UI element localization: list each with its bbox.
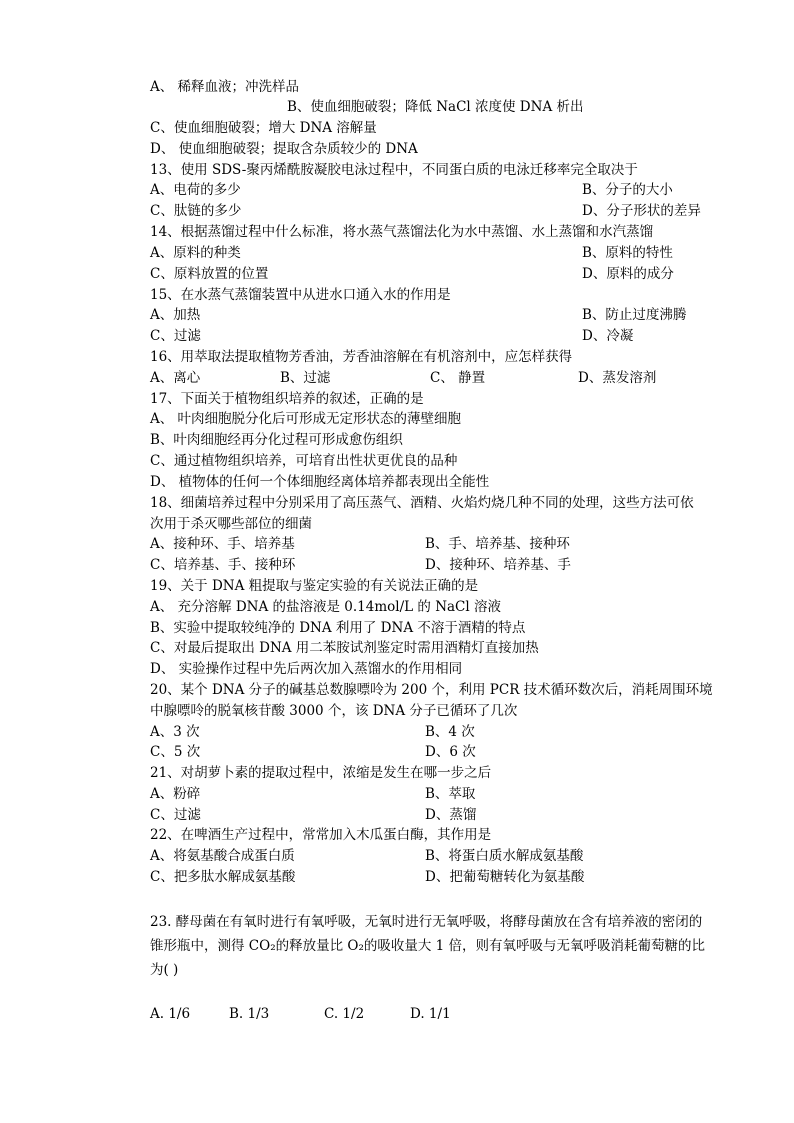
- q17-option-d: D、 植物体的任何一个体细胞经离体培养都表现出全能性: [150, 474, 490, 490]
- q22-option-c: C、把多肽水解成氨基酸: [150, 869, 296, 885]
- q13-options-row1: [150, 180, 673, 200]
- q17-option-b: B、叶肉细胞经再分化过程可形成愈伤组织: [150, 432, 403, 448]
- q18-options-row1: [150, 534, 570, 554]
- q15-options-row2: [150, 326, 634, 346]
- q22-option-b: B、将蛋白质水解成氨基酸: [425, 848, 584, 864]
- q18-option-b: B、手、培养基、接种环: [425, 536, 570, 552]
- q12-option-d: D、 使血细胞破裂；提取含杂质较少的 DNA: [150, 141, 418, 157]
- q21-options-row1: [150, 784, 476, 804]
- q14-options-row2: [150, 264, 674, 284]
- q19-option-d: D、 实验操作过程中先后两次加入蒸馏水的作用相同: [150, 661, 463, 677]
- q13-option-d: D、分子形状的差异: [582, 203, 701, 219]
- q23-option-d: D. 1/1: [410, 1006, 451, 1022]
- q19-option-c: C、对最后提取出 DNA 用二苯胺试剂鉴定时需用酒精灯直接加热: [150, 640, 539, 656]
- q18-stem-line2: 次用于杀灭哪些部位的细菌: [150, 516, 312, 532]
- q22-options-row2: [150, 867, 585, 887]
- q14-stem: 14、根据蒸馏过程中什么标准，将水蒸气蒸馏法化为水中蒸馏、水上蒸馏和水汽蒸馏: [150, 224, 654, 240]
- q18-option-c: C、培养基、手、接种环: [150, 557, 296, 573]
- q16-option-a: A、离心: [150, 370, 201, 386]
- q23-stem-line1: 23. 酵母菌在有氧时进行有氧呼吸，无氧时进行无氧呼吸，将酵母菌放在含有培养液的密闭的: [150, 914, 703, 930]
- q23-option-c: C. 1/2: [324, 1006, 365, 1022]
- q20-option-b: B、4 次: [425, 724, 475, 740]
- q20-option-d: D、6 次: [425, 744, 476, 760]
- q14-option-b: B、原料的特性: [582, 245, 673, 261]
- q14-option-d: D、原料的成分: [582, 266, 674, 282]
- q14-option-a: A、原料的种类: [150, 245, 241, 261]
- q21-option-c: C、过滤: [150, 807, 201, 823]
- q20-stem-line2: 中腺嘌呤的脱氧核苷酸 3000 个，该 DNA 分子已循环了几次: [150, 703, 518, 719]
- q15-options-row1: [150, 305, 687, 325]
- q16-stem: 16、用萃取法提取植物芳香油，芳香油溶解在有机溶剂中，应怎样获得: [150, 349, 573, 365]
- q20-options-row1: [150, 722, 475, 742]
- q12-option-c: C、使血细胞破裂；增大 DNA 溶解量: [150, 120, 377, 136]
- q18-option-d: D、接种环、培养基、手: [425, 557, 571, 573]
- q17-option-c: C、通过植物组织培养，可培育出性状更优良的品种: [150, 453, 458, 469]
- q21-option-a: A、粉碎: [150, 786, 201, 802]
- q12-option-b: B、使血细胞破裂；降低 NaCl 浓度使 DNA 析出: [287, 99, 584, 115]
- q20-option-c: C、5 次: [150, 744, 201, 760]
- q19-option-a: A、 充分溶解 DNA 的盐溶液是 0.14mol/L 的 NaCl 溶液: [150, 599, 501, 615]
- q16-option-b: B、过滤: [280, 370, 331, 386]
- q17-option-a: A、 叶肉细胞脱分化后可形成无定形状态的薄壁细胞: [150, 411, 462, 427]
- q22-stem: 22、在啤酒生产过程中，常常加入木瓜蛋白酶，其作用是: [150, 827, 492, 843]
- q16-option-d: D、蒸发溶剂: [578, 370, 657, 386]
- q17-stem: 17、下面关于植物组织培养的叙述，正确的是: [150, 391, 424, 407]
- q21-options-row2: [150, 805, 477, 825]
- q21-stem: 21、对胡萝卜素的提取过程中，浓缩是发生在哪一步之后: [150, 765, 492, 781]
- q14-option-c: C、原料放置的位置: [150, 266, 269, 282]
- q18-stem-line1: 18、细菌培养过程中分别采用了高压蒸气、酒精、火焰灼烧几种不同的处理，这些方法可依: [150, 495, 694, 511]
- q20-options-row2: [150, 742, 476, 762]
- q21-option-d: D、蒸馏: [425, 807, 477, 823]
- q15-option-a: A、加热: [150, 307, 201, 323]
- q20-stem-line1: 20、某个 DNA 分子的碱基总数腺嘌呤为 200 个，利用 PCR 技术循环数次后，消耗周围环境: [150, 682, 713, 698]
- q23-stem-line2: 锥形瓶中，测得 CO₂的释放量比 O₂的吸收量大 1 倍，则有氧呼吸与无氧呼吸消耗葡萄糖的比: [150, 938, 706, 954]
- q13-option-a: A、电荷的多少: [150, 182, 241, 198]
- q22-option-d: D、把葡萄糖转化为氨基酸: [425, 869, 585, 885]
- q19-option-b: B、实验中提取较纯净的 DNA 利用了 DNA 不溶于酒精的特点: [150, 620, 526, 636]
- q13-option-b: B、分子的大小: [582, 182, 673, 198]
- q13-option-c: C、肽链的多少: [150, 203, 242, 219]
- q23-option-b: B. 1/3: [229, 1006, 270, 1022]
- q23-stem-line3: 为( ): [150, 962, 179, 978]
- q23-option-a: A. 1/6: [150, 1006, 191, 1022]
- q15-option-d: D、冷凝: [582, 328, 634, 344]
- q12-option-a: A、 稀释血液；冲洗样品: [150, 79, 300, 95]
- q14-options-row1: [150, 243, 673, 263]
- q16-options-row: [150, 368, 657, 388]
- q20-option-a: A、3 次: [150, 724, 200, 740]
- q16-option-c: C、 静置: [430, 370, 486, 386]
- q22-option-a: A、将氨基酸合成蛋白质: [150, 848, 295, 864]
- q19-stem: 19、关于 DNA 粗提取与鉴定实验的有关说法正确的是: [150, 578, 479, 594]
- q13-stem: 13、使用 SDS-聚丙烯酰胺凝胶电泳过程中，不同蛋白质的电泳迁移率完全取决于: [150, 162, 638, 178]
- q21-option-b: B、萃取: [425, 786, 476, 802]
- q18-option-a: A、接种环、手、培养基: [150, 536, 295, 552]
- q13-options-row2: [150, 201, 701, 221]
- q15-option-b: B、防止过度沸腾: [582, 307, 687, 323]
- q22-options-row1: [150, 846, 584, 866]
- q18-options-row2: [150, 555, 571, 575]
- q15-option-c: C、过滤: [150, 328, 201, 344]
- q15-stem: 15、在水蒸气蒸馏装置中从进水口通入水的作用是: [150, 287, 451, 303]
